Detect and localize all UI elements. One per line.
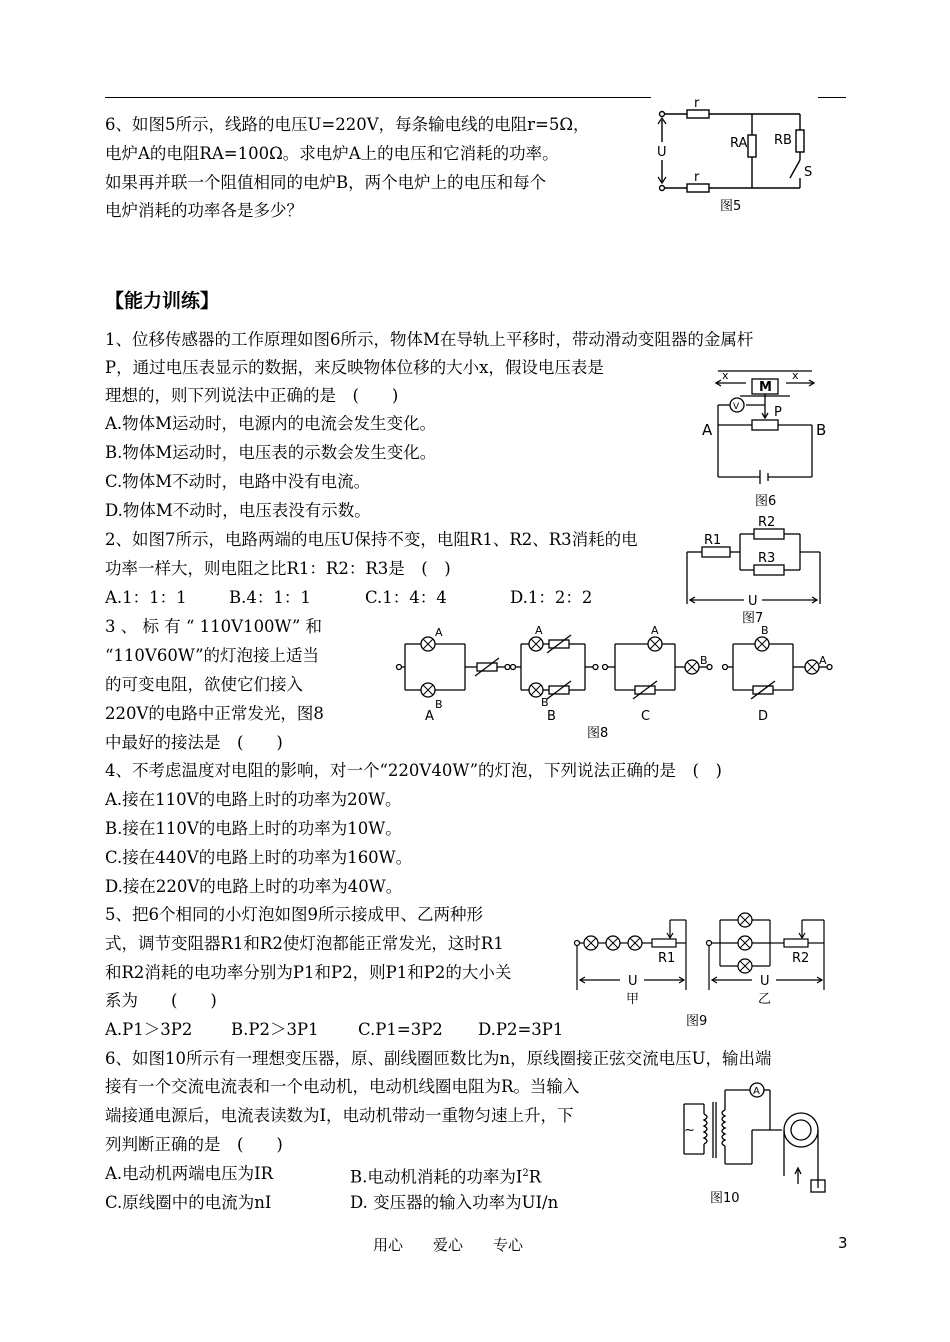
fig8-caption: 图8: [587, 726, 609, 741]
section-title: 【能力训练】: [105, 290, 220, 312]
fig8-b-label-b: B: [541, 696, 549, 709]
q1-line-3: 理想的，则下列说法中正确的是 ( ): [105, 386, 399, 405]
fig9-label-r1: R1: [658, 951, 676, 966]
q4-option-d: D.接在220V的电路上时的功率为40W。: [105, 877, 403, 896]
fig10-caption: 图10: [710, 1191, 740, 1206]
q6b-option-a: A.电动机两端电压为IR: [105, 1164, 274, 1183]
fig7-caption: 图7: [742, 611, 764, 626]
q5-line-1: 5、把6个相同的小灯泡如图9所示接成甲、乙两种形: [105, 905, 483, 924]
q3-line-4: 220V的电路中正常发光，图8: [105, 704, 324, 723]
q2-line-2: 功率一样大，则电阻之比R1：R2：R3是 ( ): [105, 559, 451, 578]
fig6-label-x-right: x: [792, 369, 799, 382]
q1-option-c: C.物体M不动时，电路中没有电流。: [105, 472, 371, 491]
fig6-label-x-left: x: [722, 369, 729, 382]
fig7-label-r2: R2: [758, 515, 776, 530]
figure-8-circuits: [395, 622, 840, 742]
q6b-line-3: 端接通电源后，电流表读数为I，电动机带动一重物匀速上升，下: [105, 1106, 574, 1125]
q1-option-b: B.物体M运动时，电压表的示数会发生变化。: [105, 443, 437, 462]
fig6-label-b: B: [816, 421, 827, 439]
q4-option-c: C.接在440V的电路上时的功率为160W。: [105, 848, 413, 867]
fig6-label-p: P: [774, 405, 782, 420]
fig6-caption: 图6: [755, 494, 777, 509]
fig5-caption: 图5: [720, 199, 742, 214]
q3-line-5: 中最好的接法是 ( ): [105, 733, 283, 752]
fig7-label-r1: R1: [704, 533, 722, 548]
q5-line-4: 系为 ( ): [105, 991, 217, 1010]
q3-line-1: 3 、 标 有 “ 110V100W” 和: [105, 617, 323, 636]
fig8-b-label-a: A: [535, 624, 543, 637]
fig10-label-ammeter: A: [753, 1086, 760, 1097]
q2-option-c: C.1：4：4: [365, 588, 447, 607]
q6-line-4: 电炉消耗的功率各是多少？: [105, 201, 303, 220]
fig9-label-jia: 甲: [626, 992, 640, 1007]
q6-line-2: 电炉A的电阻RA=100Ω。求电炉A上的电压和它消耗的功率。: [105, 144, 559, 163]
q1-line-1: 1、位移传感器的工作原理如图6所示，物体M在导轨上平移时，带动滑动变阻器的金属杆: [105, 330, 754, 349]
q5-option-a: A.P1＞3P2: [105, 1020, 193, 1039]
figure-7-circuit: [682, 512, 827, 632]
q6b-option-d: D. 变压器的输入功率为UI/n: [350, 1193, 559, 1212]
fig5-label-rb: RB: [774, 133, 792, 148]
q3-line-2: “110V60W”的灯泡接上适当: [105, 646, 320, 665]
page-number: 3: [838, 1234, 848, 1252]
figure-5-circuit: [652, 96, 817, 220]
fig7-label-r3: R3: [758, 551, 776, 566]
fig8-d-label-b: B: [761, 624, 769, 637]
q6b-line-4: 列判断正确的是 ( ): [105, 1135, 283, 1154]
fig6-label-a: A: [702, 421, 713, 439]
q5-option-d: D.P2=3P1: [478, 1020, 564, 1039]
fig9-label-u-right: U: [760, 974, 770, 989]
fig6-label-m: M: [759, 380, 772, 395]
fig8-c-label-a: A: [651, 624, 659, 637]
q2-option-a: A.1：1：1: [105, 588, 187, 607]
figure-10-transformer: [670, 1072, 850, 1207]
q1-option-a: A.物体M运动时，电源内的电流会发生变化。: [105, 414, 437, 433]
fig8-option-b: B: [547, 709, 556, 724]
q6b-option-c: C.原线圈中的电流为nI: [105, 1193, 272, 1212]
q4-option-b: B.接在110V的电路上时的功率为10W。: [105, 819, 402, 838]
fig8-a-label-b: B: [435, 698, 443, 711]
q5-line-3: 和R2消耗的电功率分别为P1和P2，则P1和P2的大小关: [105, 963, 512, 982]
q6b-line-2: 接有一个交流电流表和一个电动机，电动机线圈电阻为R。当输入: [105, 1077, 580, 1096]
q2-option-b: B.4：1：1: [229, 588, 311, 607]
header-rule-right: [818, 97, 846, 98]
fig6-label-v: V: [733, 402, 740, 412]
q2-line-1: 2、如图7所示，电路两端的电压U保持不变，电阻R1、R2、R3消耗的电: [105, 530, 638, 549]
fig8-option-c: C: [641, 709, 651, 724]
header-rule-left: [105, 97, 651, 98]
fig8-option-d: D: [758, 709, 769, 724]
fig8-option-a: A: [425, 709, 434, 724]
q5-line-2: 式，调节变阻器R1和R2使灯泡都能正常发光，这时R1: [105, 934, 504, 953]
fig7-label-u: U: [748, 594, 758, 609]
q4-option-a: A.接在110V的电路上时的功率为20W。: [105, 790, 402, 809]
q6-line-1: 6、如图5所示，线路的电压U=220V，每条输电线的电阻r=5Ω，: [105, 115, 590, 134]
fig9-caption: 图9: [686, 1014, 708, 1029]
q1-option-d: D.物体M不动时，电压表没有示数。: [105, 501, 371, 520]
q4-stem: 4、不考虑温度对电阻的影响，对一个“220V40W”的灯泡，下列说法正确的是 ( ): [105, 761, 722, 780]
q6b-line-1: 6、如图10所示有一理想变压器，原、副线圈匝数比为n，原线圈接正弦交流电压U，输出端: [105, 1049, 772, 1068]
fig5-label-r-bottom: r: [694, 170, 700, 185]
figure-6-circuit: [700, 365, 840, 515]
q5-option-c: C.P1=3P2: [358, 1020, 443, 1039]
fig5-label-ra: RA: [730, 136, 748, 151]
fig10-label-ac: ~: [684, 1123, 695, 1138]
fig8-a-label-a: A: [435, 626, 443, 639]
fig9-label-yi: 乙: [758, 992, 772, 1007]
fig5-label-r-top: r: [694, 96, 700, 111]
q3-line-3: 的可变电阻，欲使它们接入: [105, 675, 303, 694]
fig5-label-s: S: [804, 165, 813, 180]
q5-option-b: B.P2＞3P1: [231, 1020, 319, 1039]
q1-line-2: P，通过电压表显示的数据，来反映物体位移的大小x，假设电压表是: [105, 358, 604, 377]
fig8-d-label-a: A: [819, 654, 827, 667]
footer-slogan: 用心 爱心 专心: [373, 1236, 524, 1254]
figure-9-circuits: [572, 910, 834, 1035]
fig9-label-u-left: U: [628, 974, 638, 989]
q6-line-3: 如果再并联一个阻值相同的电炉B，两个电炉上的电压和每个: [105, 173, 547, 192]
q6b-option-b: B.电动机消耗的功率为$I^2R$: [350, 1167, 542, 1187]
fig9-label-r2: R2: [792, 951, 810, 966]
fig8-c-label-b: B: [700, 654, 708, 667]
q2-option-d: D.1：2：2: [510, 588, 593, 607]
fig5-label-u: U: [657, 145, 667, 160]
